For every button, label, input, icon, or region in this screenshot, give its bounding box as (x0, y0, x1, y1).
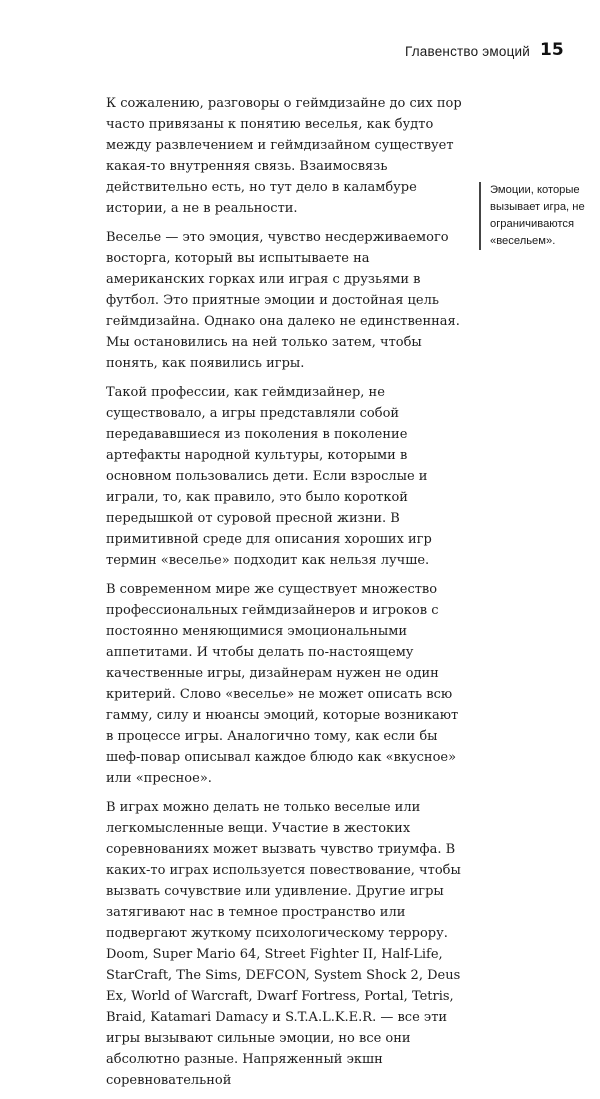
page-number: 15 (540, 40, 564, 60)
running-title: Главенство эмоций (404, 44, 530, 59)
paragraph-1: К сожалению, разговоры о геймдизайне до сих пор часто привязаны к понятию веселья, как будто между развлечением и геймдизайном существует какая-то внутренняя связь. Взаимосвязь действительно есть, но тут дело в каламбуре истории, а не в реальности. (106, 96, 462, 216)
paragraph-5: В играх можно делать не только веселые или легкомысленные вещи. Участие в жестоких соревнованиях может вызвать чувство триумфа. В каких-то играх используется повествование, чтобы вызвать сочувствие или удивление. Другие игры затягивают нас в темное пространство или подвергают жуткому психологическому террору. Doom, Super Mario 64, Street Fighter II, Half-Life, StarCraft, The Sims, DEFCON, System Shock 2, Deus Ex, World of Warcraft, Dwarf Fortress, Portal, Tetris, Braid, Katamari Damacy и S.T.A.L.K.E.R. — все эти игры вызывают сильные эмоции, но все они абсолютно разные. Напряженный экшн соревновательной (106, 800, 461, 1088)
paragraph-2: Веселье — это эмоция, чувство несдерживаемого восторга, который вы испытываете на американских горках или играя с друзьями в футбол. Это приятные эмоции и достойная цель геймдизайна. Однако она далеко не единственная. Мы остановились на ней только затем, чтобы понять, как появились игры. (106, 230, 460, 371)
body-text (106, 93, 464, 1099)
paragraph-3: Такой профессии, как геймдизайнер, не существовало, а игры представляли собой передававшиеся из поколения в поколение артефакты народной культуры, которыми в основном пользовались дети. Если взрослые и играли, то, как правило, это было короткой передышкой от суровой пресной жизни. В примитивной среде для описания хороших игр термин «веселье» подходит как нельзя лучше. (106, 385, 432, 568)
margin-note: Эмоции, которые вызывает игра, не ограничиваются «весельем». (479, 182, 590, 250)
paragraph-4: В современном мире же существует множество профессиональных геймдизайнеров и игроков с постоянно меняющимися эмоциональными аппетитами. И чтобы делать по-настоящему качественные игры, дизайнерам нужен не один критерий. Слово «веселье» не может описать всю гамму, силу и нюансы эмоций, которые возникают в процессе игры. Аналогично тому, как если бы шеф-повар описывал каждое блюдо как «вкусное» или «пресное». (106, 582, 459, 786)
